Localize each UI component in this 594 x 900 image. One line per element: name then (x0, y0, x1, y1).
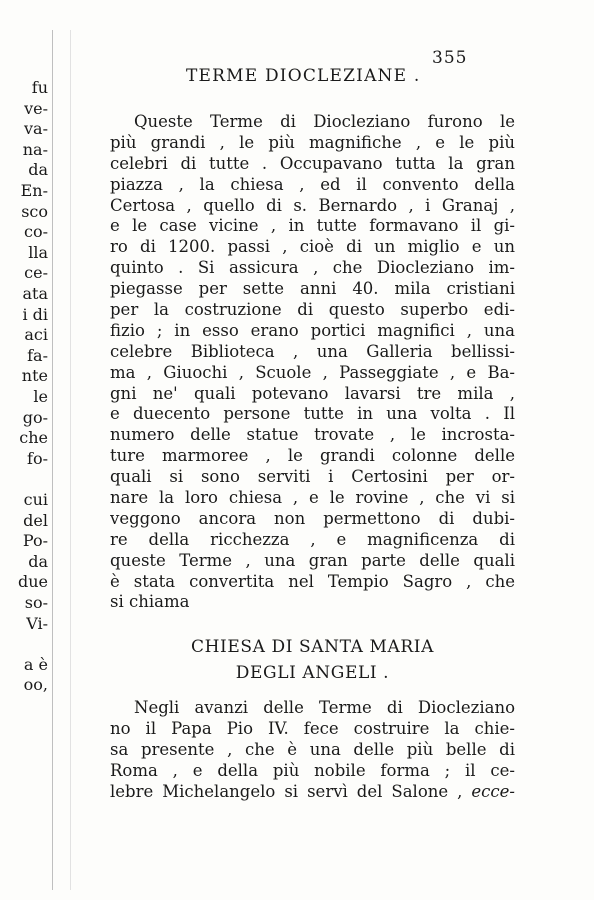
text-line: re della ricchezza , e magnificenza di (110, 529, 515, 549)
previous-page-line: da (28, 160, 48, 180)
text-line: quinto . Si assicura , che Diocleziano im- (110, 258, 515, 278)
previous-page-line: Po- (22, 531, 48, 551)
text-line: e le case vicine , in tutte formavano il gi- (110, 216, 515, 236)
text-line: si chiama (110, 592, 190, 612)
page-gutter (52, 30, 53, 890)
previous-page-line: due (17, 572, 48, 592)
text-line: Queste Terme di Diocleziano furono le (134, 112, 515, 131)
text-line-main: lebre Michelangelo si servì del Salone , (110, 781, 463, 801)
page-gutter-shadow (70, 30, 71, 890)
text-line: no il Papa Pio IV. fece costruire la chie- (110, 718, 515, 738)
text-line: ture marmoree , le grandi colonne delle (110, 446, 515, 466)
text-line: piegasse per sette anni 40. mila cristiani (110, 279, 515, 299)
text-line: e duecento persone tutte in una volta . Il (110, 404, 515, 424)
previous-page-line: ce- (24, 263, 48, 283)
text-line: gni ne' quali potevano lavarsi tre mila , (110, 383, 515, 403)
previous-page-line: fu (31, 78, 48, 97)
previous-page-line: va- (24, 119, 48, 139)
text-line (110, 782, 515, 803)
text-line: veggono ancora non permettono di dubi- (110, 508, 515, 528)
text-line: fizio ; in esso erano portici magnifici , una (110, 320, 515, 340)
text-line: nare la loro chiesa , e le rovine , che vi si (110, 488, 515, 508)
text-line: più grandi , le più magnifiche , e le più (110, 132, 515, 152)
text-line: Certosa , quello di s. Bernardo , i Granaj , (110, 195, 515, 215)
previous-page-line: nte (21, 366, 48, 386)
page-number: 355 (432, 48, 468, 68)
section-terme-text (110, 112, 515, 613)
previous-page-line: aci (24, 325, 48, 345)
text-line: per la costruzione di questo superbo edi- (110, 300, 515, 320)
previous-page-line: le (33, 387, 48, 406)
text-line: queste Terme , una gran parte delle quali (110, 550, 515, 570)
previous-page-line: fa- (27, 345, 48, 365)
previous-page-line: go- (22, 407, 48, 427)
previous-page-line: ata (22, 284, 48, 303)
previous-page-line: a è (23, 654, 48, 674)
previous-page-line: co- (24, 222, 48, 242)
text-line: Roma , e della più nobile forma ; il ce- (110, 760, 515, 780)
text-line: celebre Biblioteca , una Galleria bellissi- (110, 341, 515, 361)
previous-page-line: da (28, 551, 48, 571)
text-line: quali si sono serviti i Certosini per or- (110, 467, 515, 487)
previous-page-line: lla (28, 242, 48, 262)
previous-page-line: na- (22, 139, 48, 159)
text-line-italic-tail: ecce- (471, 781, 515, 801)
previous-page-line: so- (24, 593, 48, 612)
previous-page-line: fo- (27, 448, 48, 468)
previous-page-line: che (19, 428, 48, 448)
previous-page-edge (0, 0, 50, 900)
text-line: ro di 1200. passi , cioè di un miglio e un (110, 237, 515, 257)
text-line: Negli avanzi delle Terme di Diocleziano (134, 698, 515, 717)
section-chiesa-text (110, 698, 515, 802)
previous-page-line: i di (22, 304, 48, 324)
running-title: TERME DIOCLEZIANE . (186, 66, 421, 86)
text-line: celebri di tutte . Occupavano tutta la gran (110, 153, 515, 173)
previous-page-line: cui (23, 490, 48, 509)
text-line: ma , Giuochi , Scuole , Passeggiate , e Ba- (110, 362, 515, 382)
text-line: è stata convertita nel Tempio Sagro , che (110, 571, 515, 591)
text-line: sa presente , che è una delle più belle di (110, 739, 515, 759)
previous-page-line: En- (20, 181, 48, 200)
section-heading-line1: CHIESA DI SANTA MARIA (191, 637, 434, 657)
text-line: numero delle statue trovate , le incrosta- (110, 425, 515, 445)
previous-page-line: del (23, 510, 48, 530)
text-line: piazza , la chiesa , ed il convento della (110, 174, 515, 194)
section-heading-line2: DEGLI ANGELI . (235, 663, 390, 683)
previous-page-line: oo, (23, 675, 48, 695)
previous-page-line: Vi- (26, 613, 48, 633)
previous-page-line: ve- (24, 98, 48, 118)
previous-page-line: sco (21, 201, 48, 221)
